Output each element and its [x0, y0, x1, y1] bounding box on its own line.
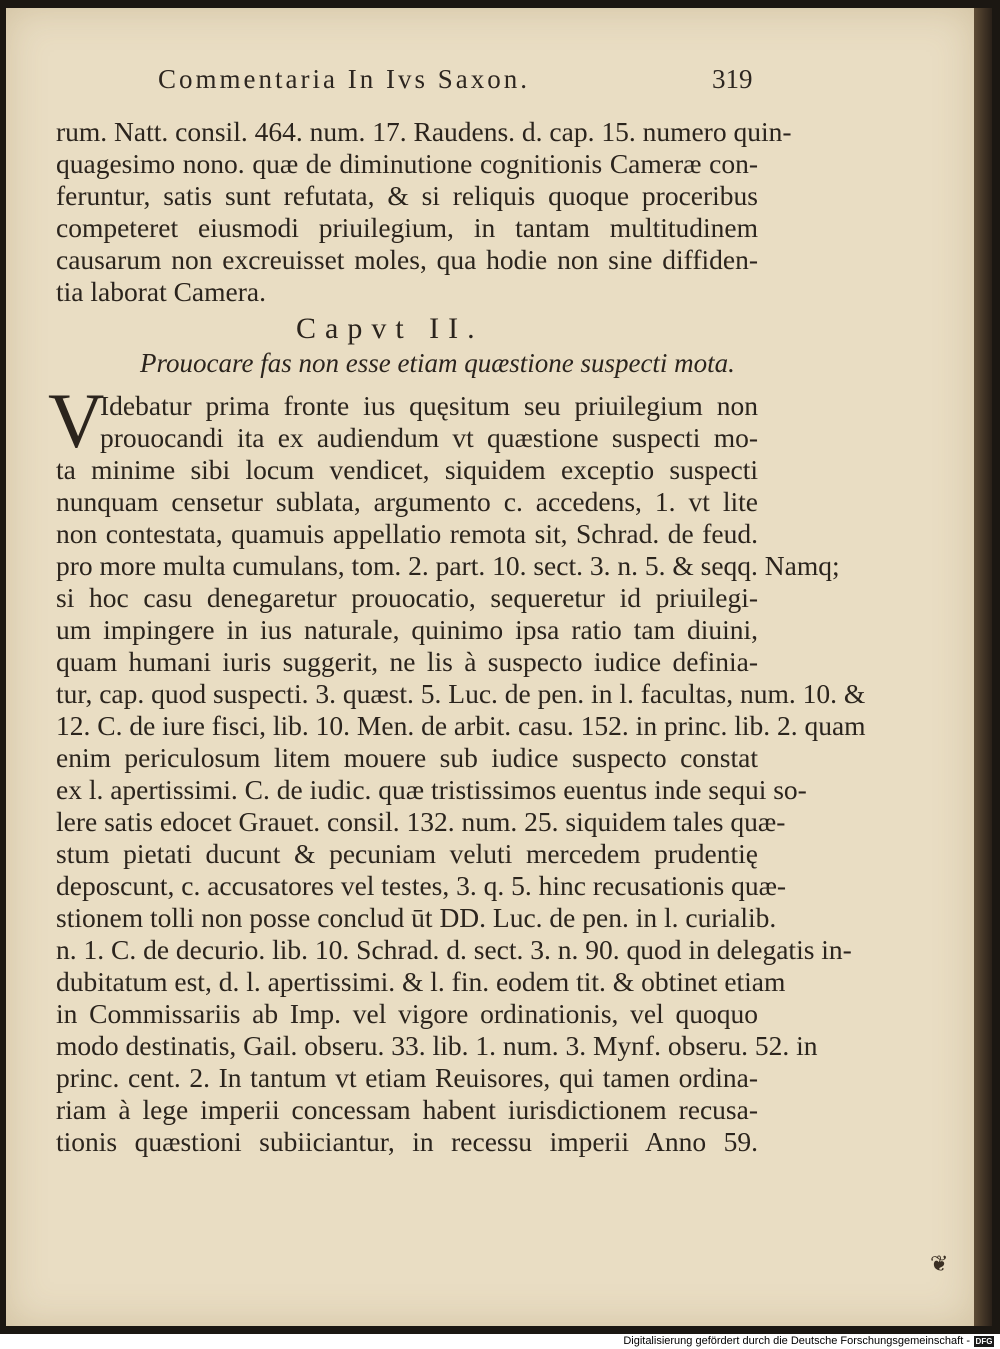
dfg-logo: DFG	[975, 1337, 993, 1346]
text-line: nunquam censetur sublata, argumento c. accedens, 1. vt lite	[56, 486, 758, 517]
text-line: tur, cap. quod suspecti. 3. quæst. 5. Luc. de pen. in l. facultas, num. 10. &	[56, 678, 866, 709]
text-line: si hoc casu denegaretur prouocatio, sequeretur id priuilegi-	[56, 582, 758, 613]
text-line: tia laborat Camera.	[56, 276, 266, 307]
text-line: rum. Natt. consil. 464. num. 17. Raudens. d. cap. 15. numero quin-	[56, 116, 792, 147]
running-title: Commentaria In Ivs Saxon.	[158, 64, 530, 94]
text-line: modo destinatis, Gail. obseru. 33. lib. 1. num. 3. Mynf. obseru. 52. in	[56, 1030, 818, 1061]
text-line: lere satis edocet Grauet. consil. 132. num. 25. siquidem tales quæ-	[56, 806, 786, 837]
text-line: causarum non excreuisset moles, qua hodie non sine diffiden-	[56, 244, 758, 275]
text-line: stum pietati ducunt & pecuniam veluti mercedem prudentię	[56, 838, 758, 869]
drop-cap: V	[48, 377, 105, 464]
text-line: feruntur, satis sunt refutata, & si reliquis quoque proceribus	[56, 180, 758, 211]
text-line: ta minime sibi locum vendicet, siquidem exceptio suspecti	[56, 454, 758, 485]
text-line: Idebatur prima fronte ius quęsitum seu priuilegium non	[100, 390, 758, 421]
ink-flourish-icon: ❦	[930, 1252, 949, 1277]
text-line: non contestata, quamuis appellatio remota sit, Schrad. de feud.	[56, 518, 758, 549]
text-line: in Commissariis ab Imp. vel vigore ordinationis, vel quoquo	[56, 998, 758, 1029]
page-number: 319	[712, 64, 753, 94]
funding-credit: Digitalisierung gefördert durch die Deutsche Forschungsgemeinschaft -	[623, 1335, 970, 1347]
chapter-title: Capvt II.	[296, 312, 484, 345]
text-line: 12. C. de iure fisci, lib. 10. Men. de arbit. casu. 152. in princ. lib. 2. quam	[56, 710, 866, 741]
text-line: n. 1. C. de decurio. lib. 10. Schrad. d. sect. 3. n. 90. quod in delegatis in-	[56, 934, 852, 965]
text-line: pro more multa cumulans, tom. 2. part. 10. sect. 3. n. 5. & seqq. Namq;	[56, 550, 840, 581]
page-edge-shadow	[974, 8, 992, 1326]
text-line: princ. cent. 2. In tantum vt etiam Reuisores, qui tamen ordina-	[56, 1062, 758, 1093]
text-line: stionem tolli non posse conclud ūt DD. Luc. de pen. in l. curialib.	[56, 902, 777, 933]
text-line: tionis quæstioni subiiciantur, in recessu imperii Anno 59.	[56, 1126, 758, 1157]
text-line: enim periculosum litem mouere sub iudice suspecto constat	[56, 742, 758, 773]
text-line: dubitatum est, d. l. apertissimi. & l. fin. eodem tit. & obtinet etiam	[56, 966, 786, 997]
text-line: quagesimo nono. quæ de diminutione cognitionis Cameræ con-	[56, 148, 758, 179]
text-line: quam humani iuris suggerit, ne lis à suspecto iudice definia-	[56, 646, 758, 677]
text-line: prouocandi ita ex audiendum vt quæstione suspecti mo-	[100, 422, 758, 453]
text-line: riam à lege imperii concessam habent iurisdictionem recusa-	[56, 1094, 758, 1125]
text-line: ex l. apertissimi. C. de iudic. quæ tristissimos euentus inde sequi so-	[56, 774, 807, 805]
text-line: deposcunt, c. accusatores vel testes, 3. q. 5. hinc recusationis quæ-	[56, 870, 787, 901]
text-line: um impingere in ius naturale, quinimo ipsa ratio tam diuini,	[56, 614, 758, 645]
chapter-subtitle: Prouocare fas non esse etiam quæstione suspecti mota.	[140, 348, 735, 378]
text-line: competeret eiusmodi priuilegium, in tantam multitudinem	[56, 212, 758, 243]
